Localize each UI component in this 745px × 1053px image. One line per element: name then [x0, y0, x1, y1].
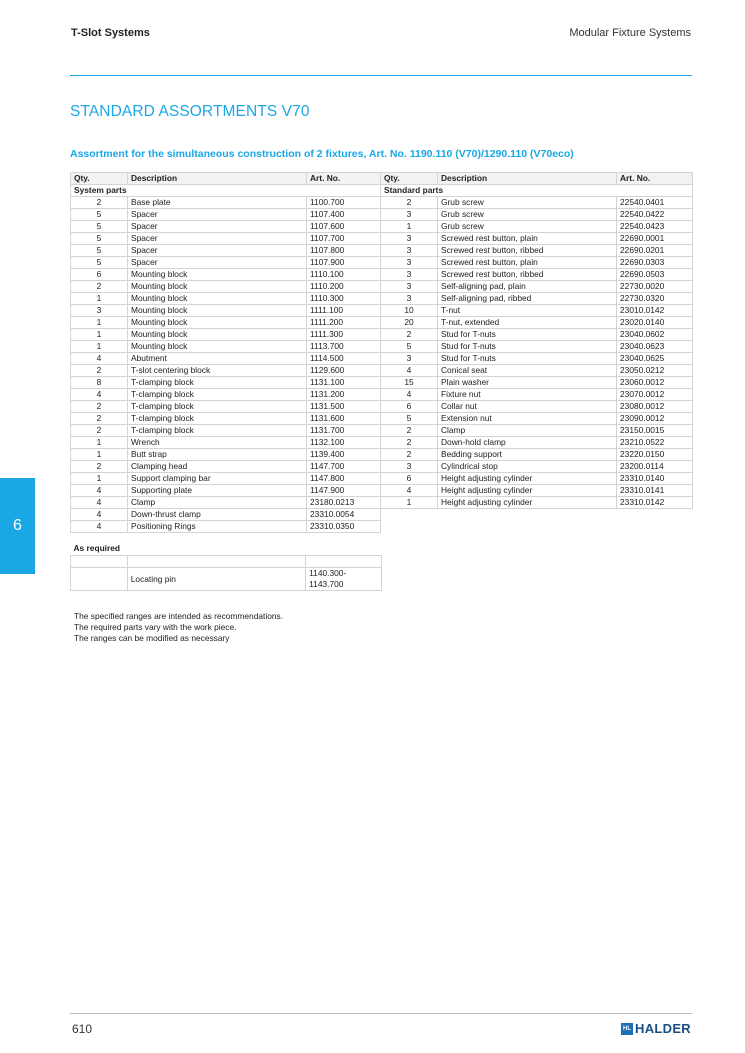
qty-cell: 8 — [71, 377, 128, 389]
table-row — [71, 245, 693, 257]
as-required-label-row — [71, 542, 382, 556]
description-cell: T-nut, extended — [438, 317, 617, 329]
qty-cell: 5 — [71, 257, 128, 269]
description-cell: Spacer — [128, 209, 307, 221]
table-row — [71, 221, 693, 233]
table-row — [71, 257, 693, 269]
as-required-art-no — [306, 568, 382, 591]
note-line: The specified ranges are intended as recommendations. — [74, 611, 284, 621]
art-no-cell: 1110.300 — [307, 293, 381, 305]
column-header: Art. No. — [617, 173, 693, 185]
art-no-line: 1140.300- — [309, 568, 347, 578]
qty-cell: 2 — [71, 425, 128, 437]
table-row — [71, 293, 693, 305]
description-cell: Mounting block — [128, 305, 307, 317]
art-no-cell: 1147.900 — [307, 485, 381, 497]
qty-cell: 4 — [71, 485, 128, 497]
description-cell: Screwed rest button, ribbed — [438, 269, 617, 281]
note-line: The ranges can be modified as necessary — [74, 632, 230, 643]
table-row — [71, 353, 693, 365]
description-cell: T-slot centering block — [128, 365, 307, 377]
description-cell: Spacer — [128, 221, 307, 233]
note-line: The required parts vary with the work piece. — [74, 621, 237, 632]
assortment-table — [70, 172, 693, 533]
footer-divider — [70, 1013, 692, 1014]
description-cell: Spacer — [128, 233, 307, 245]
table-row — [71, 509, 693, 521]
page-number: 610 — [72, 1022, 93, 1036]
column-header: Qty. — [381, 173, 438, 185]
table-row — [71, 233, 693, 245]
qty-cell: 2 — [381, 437, 438, 449]
qty-cell: 15 — [381, 377, 438, 389]
group-label-standard-parts: Standard parts — [381, 185, 693, 197]
header-divider — [70, 75, 692, 76]
qty-cell — [381, 509, 438, 521]
art-no-cell: 1147.700 — [307, 461, 381, 473]
art-no-cell: 1111.200 — [307, 317, 381, 329]
table-row — [71, 317, 693, 329]
qty-cell: 4 — [381, 485, 438, 497]
description-cell: Height adjusting cylinder — [438, 485, 617, 497]
table-row — [71, 365, 693, 377]
header-catalog-title: Modular Fixture Systems — [569, 27, 691, 39]
art-no-cell: 23090.0012 — [617, 413, 693, 425]
qty-cell: 2 — [381, 425, 438, 437]
column-header: Qty. — [71, 173, 128, 185]
chapter-tab: 6 — [0, 478, 35, 574]
art-no-cell: 1131.100 — [307, 377, 381, 389]
group-label-system-parts: System parts — [71, 185, 381, 197]
brand-name: HALDER — [635, 1021, 691, 1036]
description-cell: Screwed rest button, plain — [438, 257, 617, 269]
qty-cell: 2 — [71, 413, 128, 425]
qty-cell: 3 — [381, 245, 438, 257]
description-cell: T-clamping block — [128, 401, 307, 413]
qty-cell: 3 — [381, 353, 438, 365]
qty-cell: 5 — [381, 341, 438, 353]
qty-cell: 1 — [71, 293, 128, 305]
qty-cell: 2 — [71, 401, 128, 413]
qty-cell: 4 — [71, 353, 128, 365]
qty-cell: 5 — [71, 221, 128, 233]
art-no-cell: 1131.700 — [307, 425, 381, 437]
qty-cell: 2 — [381, 197, 438, 209]
as-required-spacer-row — [71, 556, 382, 568]
description-cell: Stud for T-nuts — [438, 341, 617, 353]
art-no-cell: 23070.0012 — [617, 389, 693, 401]
description-cell: Clamp — [438, 425, 617, 437]
header-section-title: T-Slot Systems — [71, 27, 150, 39]
art-no-cell: 22690.0503 — [617, 269, 693, 281]
qty-cell: 1 — [71, 317, 128, 329]
description-cell: Butt strap — [128, 449, 307, 461]
table-row — [71, 413, 693, 425]
table-row — [71, 377, 693, 389]
qty-cell: 2 — [71, 365, 128, 377]
art-no-cell: 1107.600 — [307, 221, 381, 233]
description-cell: Plain washer — [438, 377, 617, 389]
page-title: STANDARD ASSORTMENTS V70 — [70, 103, 310, 120]
column-header: Description — [128, 173, 307, 185]
description-cell: Collar nut — [438, 401, 617, 413]
qty-cell: 2 — [71, 281, 128, 293]
table-header-row — [71, 173, 693, 185]
art-no-cell: 1100.700 — [307, 197, 381, 209]
art-no-cell: 1107.900 — [307, 257, 381, 269]
art-no-cell: 23010.0142 — [617, 305, 693, 317]
table-row — [71, 209, 693, 221]
description-cell: Height adjusting cylinder — [438, 497, 617, 509]
column-header: Description — [438, 173, 617, 185]
description-cell: T-clamping block — [128, 425, 307, 437]
art-no-cell: 1107.700 — [307, 233, 381, 245]
art-no-cell: 1114.500 — [307, 353, 381, 365]
description-cell: Grub screw — [438, 197, 617, 209]
art-no-cell: 23310.0142 — [617, 497, 693, 509]
description-cell: Self-aligning pad, plain — [438, 281, 617, 293]
qty-cell: 4 — [71, 389, 128, 401]
qty-cell: 1 — [71, 341, 128, 353]
art-no-cell: 22690.0001 — [617, 233, 693, 245]
table-row — [71, 389, 693, 401]
brand-logo — [621, 1021, 691, 1036]
description-cell: Mounting block — [128, 281, 307, 293]
as-required-label: As required — [73, 543, 121, 553]
art-no-cell: 1131.600 — [307, 413, 381, 425]
description-cell: Height adjusting cylinder — [438, 473, 617, 485]
art-no-cell: 1110.200 — [307, 281, 381, 293]
description-cell: Positioning Rings — [128, 521, 307, 533]
qty-cell: 3 — [381, 281, 438, 293]
qty-cell: 2 — [71, 197, 128, 209]
description-cell: T-clamping block — [128, 413, 307, 425]
description-cell: T-clamping block — [128, 377, 307, 389]
qty-cell: 6 — [381, 401, 438, 413]
art-no-cell: 1113.700 — [307, 341, 381, 353]
qty-cell: 5 — [71, 209, 128, 221]
table-cell — [306, 556, 382, 568]
description-cell: Extension nut — [438, 413, 617, 425]
description-cell: Spacer — [128, 245, 307, 257]
brand-mark-icon: HL — [621, 1023, 633, 1035]
table-cell — [127, 556, 305, 568]
description-cell: Abutment — [128, 353, 307, 365]
description-cell: Down-thrust clamp — [128, 509, 307, 521]
description-cell: T-clamping block — [128, 389, 307, 401]
table-cell — [71, 556, 128, 568]
art-no-cell: 23180.0213 — [307, 497, 381, 509]
qty-cell: 3 — [381, 257, 438, 269]
qty-cell: 1 — [71, 329, 128, 341]
table-row — [71, 401, 693, 413]
art-no-cell: 1111.100 — [307, 305, 381, 317]
qty-cell: 4 — [71, 509, 128, 521]
description-cell — [438, 509, 617, 521]
qty-cell: 3 — [381, 461, 438, 473]
notes — [74, 611, 283, 643]
qty-cell: 20 — [381, 317, 438, 329]
description-cell: Supporting plate — [128, 485, 307, 497]
art-no-cell: 1111.300 — [307, 329, 381, 341]
art-no-cell: 23200.0114 — [617, 461, 693, 473]
description-cell: Grub screw — [438, 209, 617, 221]
table-row — [71, 485, 693, 497]
as-required-description: Locating pin — [127, 568, 305, 591]
as-required-table — [70, 542, 382, 591]
qty-cell: 5 — [381, 413, 438, 425]
description-cell: Clamping head — [128, 461, 307, 473]
art-no-cell: 23060.0012 — [617, 377, 693, 389]
qty-cell: 3 — [381, 233, 438, 245]
art-no-cell: 22540.0422 — [617, 209, 693, 221]
qty-cell: 1 — [381, 221, 438, 233]
table-row — [71, 341, 693, 353]
description-cell — [438, 521, 617, 533]
qty-cell: 6 — [381, 473, 438, 485]
table-row — [71, 461, 693, 473]
art-no-cell: 22690.0201 — [617, 245, 693, 257]
art-no-cell: 23050.0212 — [617, 365, 693, 377]
description-cell: Mounting block — [128, 317, 307, 329]
art-no-cell: 23080.0012 — [617, 401, 693, 413]
description-cell: Cylindrical stop — [438, 461, 617, 473]
qty-cell: 1 — [381, 497, 438, 509]
description-cell: Stud for T-nuts — [438, 353, 617, 365]
qty-cell: 1 — [71, 473, 128, 485]
description-cell: Support clamping bar — [128, 473, 307, 485]
art-no-cell: 22690.0303 — [617, 257, 693, 269]
art-no-cell: 23210.0522 — [617, 437, 693, 449]
qty-cell: 3 — [71, 305, 128, 317]
qty-cell: 4 — [71, 521, 128, 533]
table-row — [71, 269, 693, 281]
description-cell: Mounting block — [128, 341, 307, 353]
qty-cell: 3 — [381, 293, 438, 305]
qty-cell: 5 — [71, 245, 128, 257]
description-cell: Screwed rest button, plain — [438, 233, 617, 245]
description-cell: Spacer — [128, 257, 307, 269]
art-no-cell — [617, 509, 693, 521]
art-no-cell: 1107.800 — [307, 245, 381, 257]
qty-cell: 4 — [381, 389, 438, 401]
qty-cell: 2 — [381, 449, 438, 461]
art-no-cell: 1147.800 — [307, 473, 381, 485]
qty-cell: 3 — [381, 209, 438, 221]
description-cell: Stud for T-nuts — [438, 329, 617, 341]
qty-cell — [381, 521, 438, 533]
art-no-cell: 1132.100 — [307, 437, 381, 449]
table-row — [71, 473, 693, 485]
description-cell: Mounting block — [128, 329, 307, 341]
qty-cell: 1 — [71, 437, 128, 449]
table-row — [71, 497, 693, 509]
description-cell: T-nut — [438, 305, 617, 317]
table-row — [71, 521, 693, 533]
art-no-cell: 23040.0623 — [617, 341, 693, 353]
art-no-cell: 1110.100 — [307, 269, 381, 281]
table-row — [71, 197, 693, 209]
art-no-cell: 22540.0401 — [617, 197, 693, 209]
qty-cell: 2 — [381, 329, 438, 341]
qty-cell: 4 — [71, 497, 128, 509]
description-cell: Wrench — [128, 437, 307, 449]
table-cell — [71, 568, 128, 591]
art-no-cell: 23220.0150 — [617, 449, 693, 461]
description-cell: Mounting block — [128, 293, 307, 305]
description-cell: Down-hold clamp — [438, 437, 617, 449]
table-row — [71, 305, 693, 317]
table-row — [71, 449, 693, 461]
qty-cell: 3 — [381, 269, 438, 281]
table-row — [71, 425, 693, 437]
description-cell: Self-aligning pad, ribbed — [438, 293, 617, 305]
art-no-cell: 1107.400 — [307, 209, 381, 221]
description-cell: Grub screw — [438, 221, 617, 233]
art-no-cell: 1131.500 — [307, 401, 381, 413]
art-no-cell: 23310.0141 — [617, 485, 693, 497]
qty-cell: 6 — [71, 269, 128, 281]
table-row — [71, 329, 693, 341]
description-cell: Screwed rest button, ribbed — [438, 245, 617, 257]
table-row — [71, 281, 693, 293]
art-no-cell: 22730.0320 — [617, 293, 693, 305]
art-no-cell: 1139.400 — [307, 449, 381, 461]
art-no-cell — [617, 521, 693, 533]
art-no-cell: 22730.0020 — [617, 281, 693, 293]
group-row — [71, 185, 693, 197]
qty-cell: 10 — [381, 305, 438, 317]
art-no-cell: 23310.0350 — [307, 521, 381, 533]
assortment-subtitle: Assortment for the simultaneous construction of 2 fixtures, Art. No. 1190.110 (V70)/1290.110 (V70eco) — [70, 148, 574, 160]
description-cell: Bedding support — [438, 449, 617, 461]
description-cell: Conical seat — [438, 365, 617, 377]
art-no-cell: 23310.0054 — [307, 509, 381, 521]
qty-cell: 5 — [71, 233, 128, 245]
as-required-row — [71, 568, 382, 591]
art-no-cell: 23150.0015 — [617, 425, 693, 437]
art-no-cell: 23020.0140 — [617, 317, 693, 329]
description-cell: Base plate — [128, 197, 307, 209]
table-row — [71, 437, 693, 449]
description-cell: Clamp — [128, 497, 307, 509]
art-no-cell: 22540.0423 — [617, 221, 693, 233]
art-no-cell: 23040.0602 — [617, 329, 693, 341]
column-header: Art. No. — [307, 173, 381, 185]
description-cell: Fixture nut — [438, 389, 617, 401]
art-no-cell: 23310.0140 — [617, 473, 693, 485]
art-no-line: 1143.700 — [309, 579, 344, 589]
art-no-cell: 23040.0625 — [617, 353, 693, 365]
description-cell: Mounting block — [128, 269, 307, 281]
art-no-cell: 1131.200 — [307, 389, 381, 401]
qty-cell: 1 — [71, 449, 128, 461]
qty-cell: 4 — [381, 365, 438, 377]
art-no-cell: 1129.600 — [307, 365, 381, 377]
qty-cell: 2 — [71, 461, 128, 473]
